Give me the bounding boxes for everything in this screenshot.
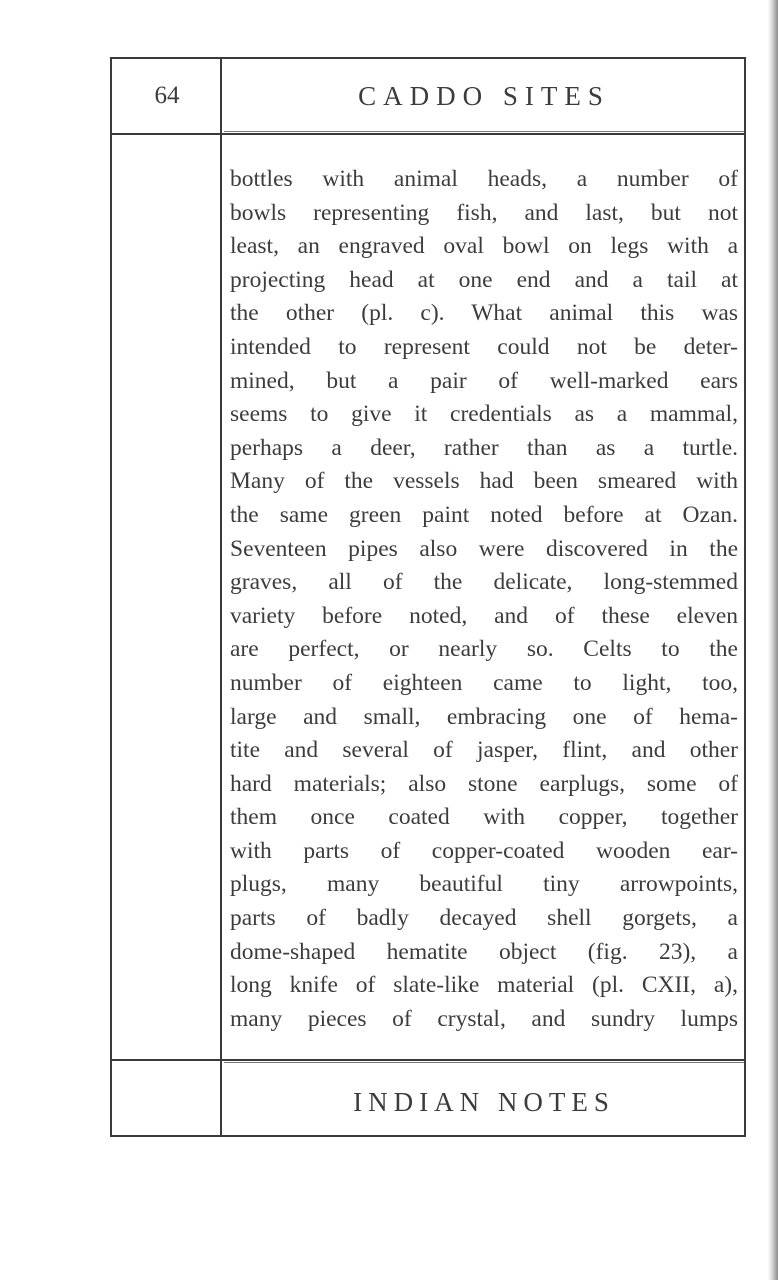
text-line: long knife of slate-like material (pl. CXII, a), xyxy=(230,972,738,999)
frame-left-rule xyxy=(110,57,112,1137)
text-line: are perfect, or nearly so. Celts to the xyxy=(230,636,738,663)
header-bottom-rule xyxy=(110,133,746,135)
text-line: perhaps a deer, rather than as a turtle. xyxy=(230,434,738,461)
text-line: with parts of copper-coated wooden ear- xyxy=(230,837,738,864)
text-line: projecting head at one end and a tail at xyxy=(230,266,738,293)
frame-bottom-rule xyxy=(110,1135,746,1137)
page-number: 64 xyxy=(154,82,180,109)
footer-top-inner-rule xyxy=(224,1062,746,1063)
running-foot: INDIAN NOTES xyxy=(353,1087,615,1117)
text-line: the other (pl. c). What animal this was xyxy=(230,300,738,327)
frame-right-rule xyxy=(744,57,746,1137)
text-line: Seventeen pipes also were discovered in the xyxy=(230,535,738,562)
text-line: the same green paint noted before at Ozan. xyxy=(230,501,738,528)
text-line: dome-shaped hematite object (fig. 23), a xyxy=(230,938,738,965)
running-head: CADDO SITES xyxy=(358,81,610,111)
text-line: large and small, embracing one of hema- xyxy=(230,703,738,730)
text-line: them once coated with copper, together xyxy=(230,804,738,831)
frame-top-rule xyxy=(110,57,746,59)
text-line: parts of badly decayed shell gorgets, a xyxy=(230,905,738,932)
text-line: mined, but a pair of well-marked ears xyxy=(230,367,738,394)
text-line: intended to represent could not be deter- xyxy=(230,333,738,360)
header-bottom-inner-rule xyxy=(224,131,746,132)
text-line: bottles with animal heads, a number of xyxy=(230,166,738,192)
text-line: plugs, many beautiful tiny arrowpoints, xyxy=(230,871,738,898)
text-line: bowls representing fish, and last, but not xyxy=(230,199,738,226)
text-line: graves, all of the delicate, long-stemmed xyxy=(230,569,738,596)
text-line: Many of the vessels had been smeared with xyxy=(230,468,738,495)
body-text xyxy=(230,163,738,1036)
text-line: variety before noted, and of these eleven xyxy=(230,602,738,629)
text-line: seems to give it credentials as a mammal, xyxy=(230,401,738,428)
margin-column-rule xyxy=(220,57,222,1137)
text-line: hard materials; also stone earplugs, some of xyxy=(230,770,738,797)
footer-top-rule xyxy=(110,1059,746,1061)
text-line: tite and several of jasper, flint, and other xyxy=(230,737,738,764)
text-line: many pieces of crystal, and sundry lumps xyxy=(230,1005,738,1032)
page-edge-shadow xyxy=(768,0,778,1280)
text-line: least, an engraved oval bowl on legs with a xyxy=(230,233,738,260)
text-line: number of eighteen came to light, too, xyxy=(230,669,738,696)
